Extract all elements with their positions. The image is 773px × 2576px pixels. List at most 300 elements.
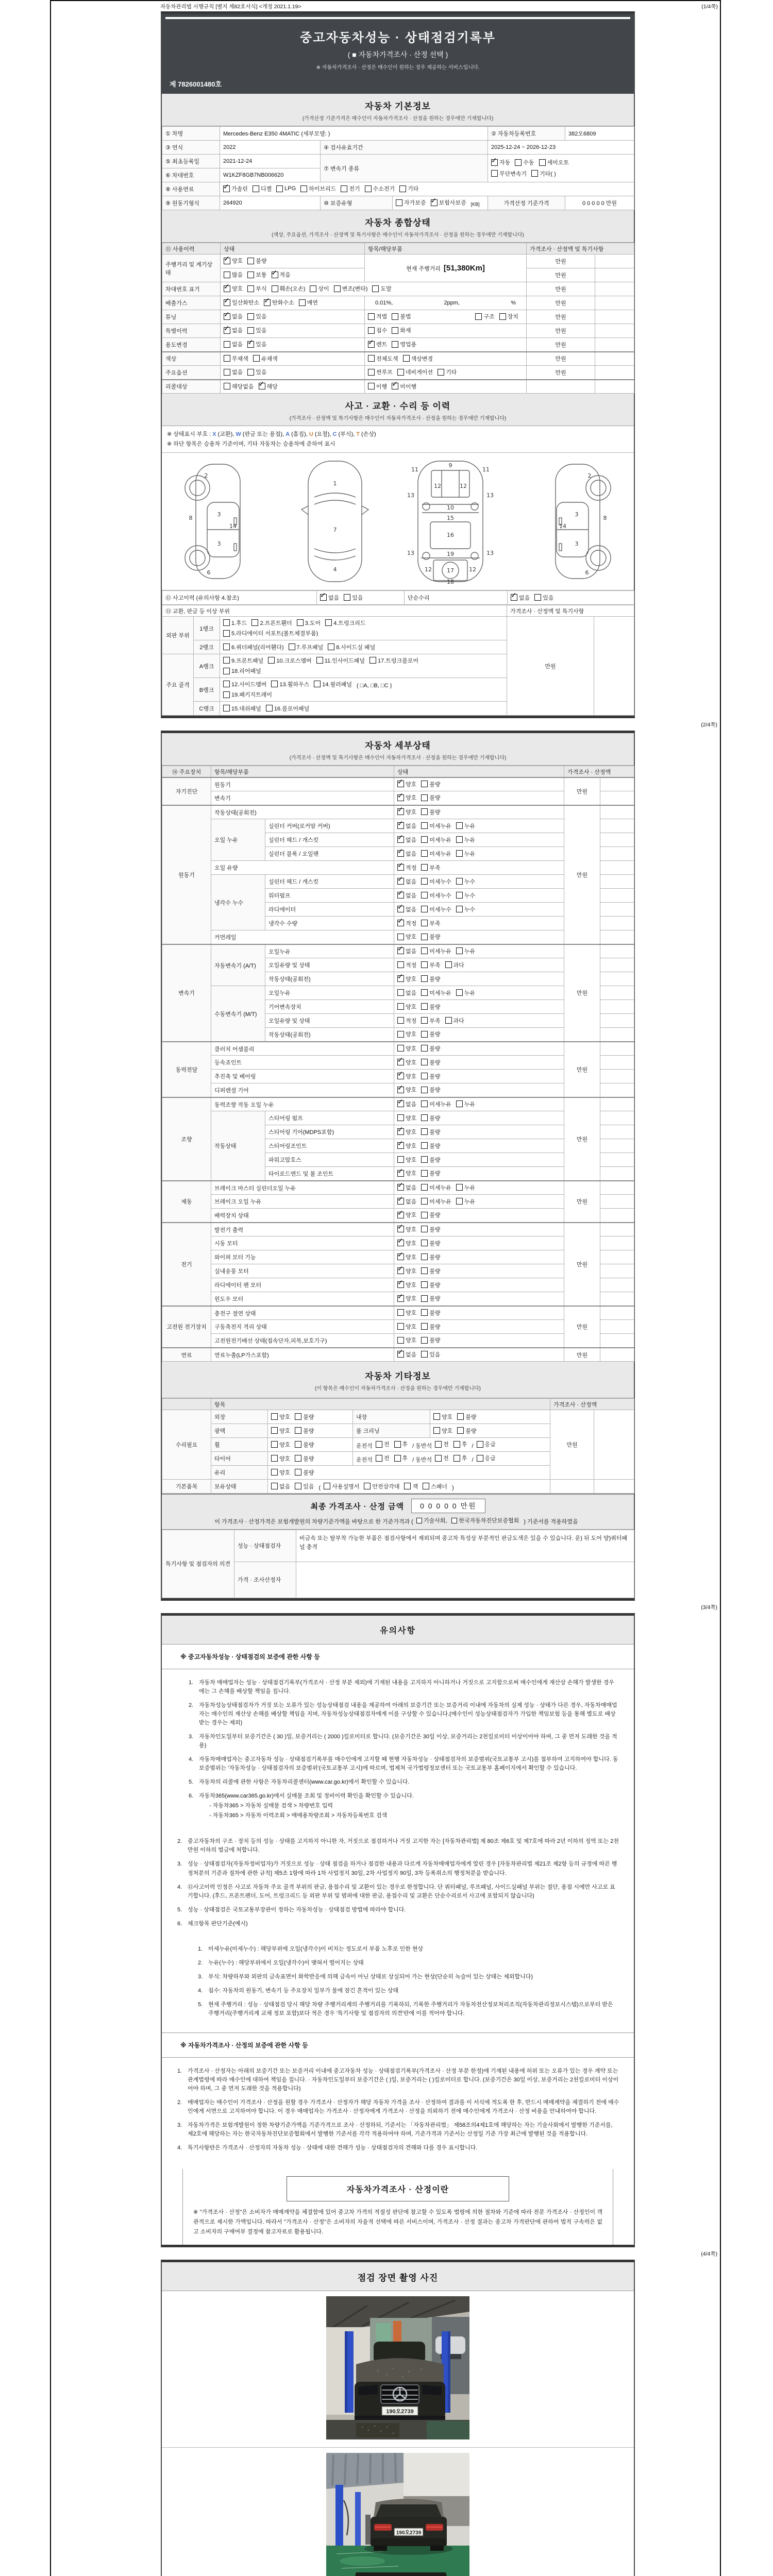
device-name: 동력전달 <box>162 1042 211 1097</box>
checkbox-option <box>397 368 433 376</box>
inspection-photo-front <box>162 2291 634 2448</box>
emission-row <box>162 296 634 310</box>
device-name: 전기 <box>162 1223 211 1306</box>
checkbox-checked-icon <box>491 159 498 166</box>
checkbox-option <box>421 1309 440 1317</box>
diagram-part-number: 12 <box>469 566 477 573</box>
checkbox-label: 썬루프 <box>376 369 393 376</box>
checkbox-label: 기타( ) <box>540 171 556 177</box>
checkbox-option <box>271 1482 290 1490</box>
diagram-part-number: 8 <box>603 515 607 522</box>
checkbox-checked-icon <box>224 285 230 292</box>
item-state <box>394 1264 564 1278</box>
exchange-panel-table <box>162 605 634 716</box>
item-name: 오일누유 <box>265 944 394 958</box>
checkbox-checked-icon <box>397 781 404 787</box>
checkbox-option <box>421 1294 440 1302</box>
checkbox-unchecked-icon <box>368 355 375 362</box>
checkbox-option <box>421 1169 440 1177</box>
table-row <box>162 141 634 155</box>
checkbox-option <box>368 368 393 376</box>
checkbox-label: 영업용 <box>400 342 417 348</box>
status-code-letter: C <box>332 431 337 437</box>
diagram-part-number: 16 <box>447 532 455 539</box>
checkbox-option <box>421 822 451 830</box>
remark-cell <box>600 1209 634 1223</box>
checkbox-option <box>438 368 457 376</box>
checkbox-option <box>421 863 440 872</box>
checkbox-unchecked-icon <box>404 1483 411 1489</box>
checkbox-checked-icon <box>397 1351 404 1358</box>
item-name: 변속기 <box>211 791 394 805</box>
notice-item-number: 6. <box>189 1793 194 1800</box>
warranty-insurer: [KB] <box>470 201 480 207</box>
detail-row <box>162 1223 634 1236</box>
checkbox-label: 미세누수 <box>429 878 451 885</box>
checkbox-checked-icon <box>397 878 404 885</box>
checkbox-label: 없음 <box>406 906 417 913</box>
hold-state-label: 보유상태 <box>211 1480 268 1494</box>
notice-item-text: 가격조사 · 산정자는 아래의 보증기간 또는 보증거리 이내에 중고자동차 성능 · 상태점검기록부(가격조사 · 산정 부분 한정)에 기재된 내용에 허위 또는 오류가 있는 경우 계약 또는 관계법령에 따라 매수인에 대하여 책임을 집니다. · 자동차인도일부터 보증기간은 ( )일, 보증거리는 ( )킬로미터로 합니다. (보증기간은 30일 이상, 보증거리는 2천킬로미터 이상이어야 하며, 그 중 먼저 도래한 것을 적용합니다) <box>188 2068 619 2092</box>
checkbox-checked-icon <box>224 313 230 320</box>
checkbox-label: 전기 <box>349 186 360 193</box>
checkbox-unchecked-icon <box>456 1100 463 1107</box>
checkbox-label: 미세누유 <box>429 1198 451 1205</box>
checkbox-unchecked-icon <box>299 299 306 306</box>
checkbox-option <box>397 1211 416 1219</box>
diagram-part-number: 3 <box>217 511 221 518</box>
checkbox-unchecked-icon <box>392 341 398 348</box>
item-name: 스티어링 기어(MDPS포함) <box>265 1125 394 1139</box>
option-text: / <box>472 1456 474 1463</box>
wheel-state <box>268 1438 353 1452</box>
page-number-2: (2/4쪽) <box>701 722 717 728</box>
checkbox-unchecked-icon <box>435 1441 442 1448</box>
item-name: 연료누출(LP가스포함) <box>211 1348 394 1362</box>
special-item <box>365 324 527 338</box>
checkbox-option <box>397 1086 416 1094</box>
checkbox-unchecked-icon <box>328 643 334 650</box>
accident-history-state <box>317 591 405 605</box>
item-state <box>394 1223 564 1236</box>
final-price-note <box>162 1516 634 1526</box>
checkbox-label: 있음 <box>256 342 267 348</box>
remark-cell <box>595 338 634 352</box>
checkbox-label: 불량 <box>429 809 441 816</box>
checkbox-unchecked-icon <box>376 1441 382 1448</box>
item-name: 구동축전지 격리 상태 <box>211 1320 394 1334</box>
checkbox-label: 미세누유 <box>429 837 451 843</box>
item-name: 발전기 출력 <box>211 1223 394 1236</box>
checkbox-unchecked-icon <box>403 355 410 362</box>
checkbox-label: 불량 <box>429 1059 441 1066</box>
checkbox-option <box>421 1225 440 1233</box>
checkbox-unchecked-icon <box>397 1156 404 1163</box>
checkbox-label: 불량 <box>429 1045 441 1052</box>
car-rear-photo <box>326 2453 469 2576</box>
checkbox-label: 적정 <box>406 1018 417 1024</box>
print-page-frame <box>50 0 721 2576</box>
item-state <box>394 833 564 847</box>
rankC-label: C랭크 <box>194 702 220 716</box>
checkbox-unchecked-icon <box>223 691 230 698</box>
item-group-name: 작동상태 <box>211 1111 265 1181</box>
checkbox-label: 누유 <box>464 823 476 829</box>
notice-item-text: 성능 · 상태점검자(자동차정비업자)가 거짓으로 성능 · 상태 점검을 하거나 점검한 내용과 다르게 자동차매매업자에게 알린 경우 [자동차관리법 제21조 제2항 등의 규정에 따른 행정처분의 기준과 절차에 관한 규칙] 제5조 1항에 따라 1차 사업정지 30일, 2차 사업정지 90일, 3차 등록취소의 행정처분을 받습니다. <box>188 1861 617 1876</box>
notice-item <box>189 1679 619 1696</box>
checkbox-label: 8.사이드실 패널 <box>336 644 376 651</box>
detail-title: 자동차 세부상태 <box>365 741 431 751</box>
checkbox-option <box>223 680 266 688</box>
checkbox-unchecked-icon <box>456 906 463 912</box>
checkbox-unchecked-icon <box>397 961 404 968</box>
legend-prefix: ※ 상태표시 부호 : <box>167 431 213 437</box>
remark-cell <box>600 1139 634 1153</box>
document-subtitle: ( ■ 자동차가격조사 · 산정 선택 ) <box>347 50 448 59</box>
checkbox-unchecked-icon <box>271 1455 278 1462</box>
item-state <box>394 1209 564 1223</box>
checkbox-label: 없음 <box>232 328 243 334</box>
glass-state <box>268 1466 550 1480</box>
checkbox-option <box>223 643 284 651</box>
checkbox-unchecked-icon <box>271 1483 278 1489</box>
checkbox-checked-icon <box>397 906 404 912</box>
exterior-state <box>268 1410 353 1424</box>
remarks-table <box>162 1530 634 1598</box>
detail-row <box>162 1278 634 1292</box>
checkbox-unchecked-icon <box>421 864 428 871</box>
checkbox-option <box>456 891 475 900</box>
checkbox-option <box>421 1086 440 1094</box>
base-price-value: 0 0 0 0 0 만원 <box>565 196 634 210</box>
checkbox-label: 하이브리드 <box>309 186 337 193</box>
checkbox-unchecked-icon <box>223 668 230 674</box>
checkbox-unchecked-icon <box>421 920 428 926</box>
checkbox-label: 양호 <box>406 934 417 941</box>
rank1-items <box>220 617 507 640</box>
detail-row <box>162 1042 634 1056</box>
checkbox-label: 없음 <box>406 1198 417 1205</box>
checkbox-option <box>392 382 416 391</box>
checkbox-option <box>457 1427 476 1435</box>
checkbox-unchecked-icon <box>397 1323 404 1330</box>
remark-cell <box>595 296 634 310</box>
item-state <box>394 1111 564 1125</box>
section-price-cell: 만원 <box>564 1348 600 1362</box>
checkbox-label: 응급 <box>484 1455 496 1462</box>
item-name: 실린더 커버(로커암 커버) <box>265 819 394 833</box>
item-name: 충전구 절연 상태 <box>211 1306 394 1320</box>
car-diagram-side-left <box>175 457 271 586</box>
checkbox-unchecked-icon <box>421 878 428 885</box>
checkbox-unchecked-icon <box>491 170 498 177</box>
detail-row <box>162 1264 634 1278</box>
checkbox-label: 과다 <box>453 1018 464 1024</box>
checkbox-option <box>396 198 426 207</box>
option-text: 이 가격조사 · 산정가격은 보험개발원의 차량기준가액을 바탕으로 한 기준가격과 ( <box>214 1518 413 1525</box>
usage-history-header: ⑪ 사용이력 <box>162 243 221 255</box>
basic-info-title: 자동차 기본정보 <box>365 101 431 111</box>
legend-line2: ※ 하단 항목은 승용차 기준이며, 기타 자동차는 승용차에 준하여 표시 <box>167 440 335 447</box>
checkbox-unchecked-icon <box>421 1253 428 1260</box>
notice-item-number: 4. <box>177 1884 182 1890</box>
diagram-part-number: 9 <box>448 462 452 469</box>
checkbox-option <box>223 619 247 627</box>
checkbox-unchecked-icon <box>421 1059 428 1065</box>
checkbox-unchecked-icon <box>421 892 428 899</box>
checkbox-checked-icon <box>397 850 404 857</box>
checkbox-label: 후 <box>402 1455 408 1462</box>
device-name: 자기진단 <box>162 777 211 805</box>
device-name: 제동 <box>162 1181 211 1223</box>
checkbox-unchecked-icon <box>223 705 230 711</box>
warranty-options <box>393 196 488 210</box>
simple-repair-label: 단순수리 <box>405 591 508 605</box>
detail-row <box>162 986 634 1000</box>
status-code-letter: U <box>309 431 313 437</box>
checkbox-option <box>421 1072 440 1080</box>
photos-box <box>161 2260 635 2576</box>
car-diagram-bottom <box>396 457 505 586</box>
checkbox-label: 보통 <box>256 272 267 279</box>
notice-item-text: 특기사항란은 가격조사 · 산정자의 자동차 성능 · 상태에 대한 견해가 성능 · 상태점검자의 견해와 다를 경우 표시합니다. <box>188 2145 478 2151</box>
checkbox-option <box>456 836 475 844</box>
checkbox-option <box>477 1454 496 1462</box>
checkbox-option <box>224 354 248 363</box>
checkbox-label: 불량 <box>429 1226 441 1233</box>
checkbox-label: 적음 <box>279 272 291 279</box>
checkbox-label: 해당 <box>266 383 278 390</box>
remark-cell <box>600 777 634 791</box>
checkbox-unchecked-icon <box>397 989 404 996</box>
checkbox-unchecked-icon <box>392 327 398 334</box>
usage-label: 용도변경 <box>162 338 221 352</box>
checkbox-label: 양호 <box>406 1059 417 1066</box>
checkbox-option <box>394 1440 408 1448</box>
checkbox-option <box>272 270 291 279</box>
section-price-cell: 만원 <box>564 1097 600 1181</box>
checkbox-label: 양호 <box>279 1428 291 1434</box>
checkbox-option <box>324 1482 359 1490</box>
checkbox-option <box>300 184 336 193</box>
remark-cell <box>600 819 634 833</box>
remark-cell <box>600 805 634 819</box>
checkbox-option <box>491 170 527 178</box>
checkbox-label: 불량 <box>429 1073 441 1080</box>
detail-row <box>162 1334 634 1348</box>
checkbox-option <box>421 1336 440 1344</box>
checkbox-unchecked-icon <box>421 1003 428 1010</box>
car-diagram-side-right <box>525 457 620 586</box>
item-state <box>394 861 564 875</box>
checkbox-option <box>271 1468 290 1477</box>
checkbox-label: 불량 <box>429 1031 441 1038</box>
remark-cell <box>600 1014 634 1028</box>
checkbox-unchecked-icon <box>435 1455 442 1462</box>
notice-item-number: 5. <box>177 1906 182 1913</box>
checkbox-unchecked-icon <box>316 657 323 664</box>
notice-item-number: 3. <box>198 1973 203 1980</box>
checkbox-option <box>271 1413 290 1421</box>
item-state <box>394 1306 564 1320</box>
checkbox-checked-icon <box>397 1267 404 1274</box>
notice-item-number: 2. <box>189 1702 194 1708</box>
checkbox-unchecked-icon <box>456 836 463 843</box>
checkbox-unchecked-icon <box>397 369 404 376</box>
item-state <box>394 1153 564 1167</box>
remark-cell <box>600 903 634 917</box>
mileage-row <box>162 255 634 268</box>
tuning-item <box>365 310 527 324</box>
accident-history-label: ⑫ 사고이력 (유의사항 4.참조) <box>162 591 317 605</box>
detail-row <box>162 1181 634 1195</box>
checkbox-option <box>247 340 266 348</box>
checkbox-checked-icon <box>397 1226 404 1232</box>
room-cleaning-state <box>430 1424 550 1438</box>
checkbox-label: LPG <box>284 185 296 192</box>
section-price-cell: 만원 <box>564 944 600 1042</box>
checkbox-label: 가솔린 <box>231 186 248 193</box>
overall-state-table <box>162 243 634 394</box>
checkbox-option <box>534 594 553 602</box>
checkbox-unchecked-icon <box>477 1455 483 1462</box>
checkbox-unchecked-icon <box>224 383 230 389</box>
remark-cell <box>600 1278 634 1292</box>
checkbox-checked-icon <box>397 864 404 871</box>
special-history-row <box>162 324 634 338</box>
checkbox-option <box>421 1044 440 1053</box>
checkbox-unchecked-icon <box>224 369 230 376</box>
checkbox-option <box>456 905 475 913</box>
detail-row <box>162 805 634 819</box>
checkbox-unchecked-icon <box>368 383 375 389</box>
rank-price-cell: 만원 <box>507 617 594 716</box>
checkbox-label: 적법 <box>376 314 388 320</box>
checkbox-option <box>421 933 440 941</box>
remark-cell <box>600 847 634 861</box>
checkbox-unchecked-icon <box>399 185 406 192</box>
checkbox-unchecked-icon <box>247 327 254 334</box>
notices-title: 유의사항 <box>162 1616 634 1645</box>
checkbox-option <box>399 184 418 193</box>
etc-info-table <box>162 1398 634 1494</box>
checkbox-unchecked-icon <box>397 1337 404 1344</box>
tire-label: 타이어 <box>211 1452 268 1466</box>
price-cell <box>527 380 595 394</box>
checkbox-option <box>295 1454 314 1463</box>
checkbox-label: 누수 <box>464 892 476 899</box>
checkbox-unchecked-icon <box>295 1469 301 1476</box>
first-reg-value: 2021-12-24 <box>220 155 321 168</box>
item-state <box>394 1250 564 1264</box>
final-price-value: 0 0 0 0 0 만원 <box>411 1499 485 1513</box>
remark-cell <box>600 833 634 847</box>
checkbox-unchecked-icon <box>475 313 482 320</box>
remark-cell <box>600 1223 634 1236</box>
checkbox-unchecked-icon <box>289 643 295 650</box>
checkbox-label: 한국자동차진단보증협회 <box>459 1518 519 1524</box>
option-text: / 동반석 <box>412 1443 432 1449</box>
diagram-part-number: 4 <box>333 566 337 573</box>
checkbox-unchecked-icon <box>421 1156 428 1163</box>
notice-item-number: 5. <box>198 2001 203 2008</box>
notices-list3 <box>182 1936 634 2025</box>
checkbox-option <box>421 905 451 913</box>
checkbox-unchecked-icon <box>224 341 230 348</box>
rank1-label: 1랭크 <box>194 617 220 640</box>
engine-type-value: 264920 <box>220 196 321 210</box>
checkbox-label: 있음 <box>543 595 554 601</box>
notice-item-text: 미세누유(미세누수) : 해당부위에 오일(냉각수)이 비치는 정도로서 부품 노후로 인한 현상 <box>208 1945 424 1952</box>
checkbox-option <box>421 1030 440 1038</box>
detail-row <box>162 791 634 805</box>
item-name: 타이로드엔드 및 볼 조인트 <box>265 1167 394 1181</box>
price-cell: 만원 <box>527 310 595 324</box>
price-cell: 만원 <box>527 352 595 366</box>
checkbox-unchecked-icon <box>421 961 428 968</box>
checkbox-option <box>224 368 243 376</box>
etc-price-cell: 만원 <box>550 1410 594 1480</box>
item-state <box>394 1028 564 1042</box>
checkbox-label: 수동 <box>523 160 534 166</box>
checkbox-option <box>316 656 365 665</box>
checkbox-unchecked-icon <box>295 1441 301 1448</box>
notice-item <box>198 1959 619 1968</box>
checkbox-checked-icon <box>397 794 404 801</box>
checkbox-unchecked-icon <box>314 681 321 687</box>
checkbox-option <box>397 1350 416 1359</box>
checkbox-label: 불량 <box>429 1324 441 1330</box>
checkbox-option <box>491 158 510 166</box>
checkbox-checked-icon <box>247 341 254 348</box>
notices-box <box>161 1613 635 2248</box>
checkbox-option <box>397 822 416 830</box>
notice-sub-item: - 자동차365 > 자동차 실매물 검색 > 차량번호 입력 <box>209 1803 333 1809</box>
checkbox-option <box>247 257 266 265</box>
checkbox-label: 불량 <box>429 1087 441 1094</box>
item-name: 원동기 <box>211 777 394 791</box>
car-name-label: ① 차명 <box>162 127 220 141</box>
remark-cell <box>600 1083 634 1097</box>
detail-row <box>162 930 634 944</box>
checkbox-unchecked-icon <box>534 594 541 601</box>
checkbox-unchecked-icon <box>300 185 307 192</box>
detail-row <box>162 1056 634 1070</box>
checkbox-unchecked-icon <box>224 355 230 362</box>
checkbox-label: 9.프론트패널 <box>231 657 264 664</box>
checkbox-option <box>341 184 360 193</box>
item-state <box>394 986 564 1000</box>
recall-item <box>365 380 527 394</box>
basic-items-row <box>162 1480 634 1494</box>
item-state <box>394 819 564 833</box>
checkbox-option <box>223 704 261 713</box>
checkbox-checked-icon <box>397 808 404 815</box>
checkbox-option <box>397 1294 416 1302</box>
checkbox-label: 누유 <box>464 1101 476 1108</box>
table-row <box>162 182 634 196</box>
vin-value: W1KZF8GB7NB006620 <box>220 168 321 182</box>
checkbox-unchecked-icon <box>247 313 254 320</box>
remark-cell <box>600 1125 634 1139</box>
legend-line1 <box>167 430 629 439</box>
checkbox-label: 양호 <box>406 1073 417 1080</box>
checkbox-unchecked-icon <box>499 313 506 320</box>
regulation-reference: 자동차관리법 시행규칙 [별지 제82호서식] <개정 2021.1.19> <box>160 4 301 10</box>
checkbox-option <box>421 793 440 802</box>
checkbox-option <box>397 905 416 913</box>
notice-item <box>177 1906 619 1914</box>
